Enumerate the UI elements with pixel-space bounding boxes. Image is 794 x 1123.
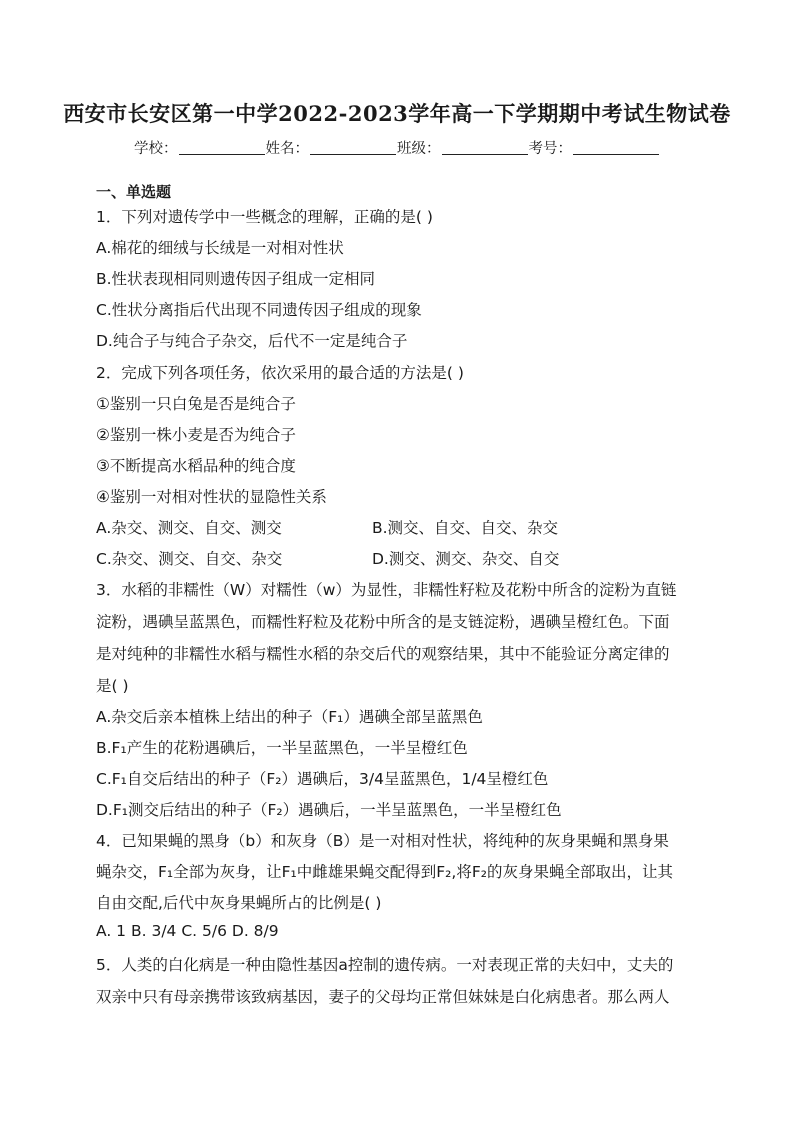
q1-option-b: B.性状表现相同则遗传因子组成一定相同 — [96, 270, 376, 288]
q4-options: A. 1 B. 3/4 C. 5/6 D. 8/9 — [96, 922, 279, 940]
q4-stem-line-2: 蝇杂交，F₁全部为灰身，让F₁中雌雄果蝇交配得到F₂,将F₂的灰身果蝇全部取出，让其 — [96, 863, 673, 881]
q3-option-b: B.F₁产生的花粉遇碘后，一半呈蓝黑色，一半呈橙红色 — [96, 739, 468, 757]
q3-option-a: A.杂交后亲本植株上结出的种子（F₁）遇碘全部呈蓝黑色 — [96, 708, 483, 726]
q2-item-1: ①鉴别一只白兔是否是纯合子 — [96, 395, 296, 413]
section-heading: 一、单选题 — [96, 183, 172, 201]
q2-stem: 2．完成下列各项任务，依次采用的最合适的方法是( ) — [96, 364, 464, 382]
q2-item-4: ④鉴别一对相对性状的显隐性关系 — [96, 488, 327, 506]
q1-option-d: D.纯合子与纯合子杂交，后代不一定是纯合子 — [96, 332, 408, 350]
name-label: 姓名： — [265, 141, 309, 157]
q5-stem-line-1: 5．人类的白化病是一种由隐性基因a控制的遗传病。一对表现正常的夫妇中，丈夫的 — [96, 956, 674, 974]
q2-option-c: C.杂交、测交、自交、杂交 — [96, 550, 283, 568]
q5-stem-line-2: 双亲中只有母亲携带该致病基因，妻子的父母均正常但妹妹是白化病患者。那么两人 — [96, 988, 670, 1006]
q4-stem-line-1: 4．已知果蝇的黑身（b）和灰身（B）是一对相对性状，将纯种的灰身果蝇和黑身果 — [96, 832, 669, 850]
q3-stem-line-4: 是( ) — [96, 677, 129, 695]
q1-option-a: A.棉花的细绒与长绒是一对相对性状 — [96, 239, 344, 257]
q2-item-3: ③不断提高水稻品种的纯合度 — [96, 457, 296, 475]
q4-stem-line-3: 自由交配,后代中灰身果蝇所占的比例是( ) — [96, 894, 382, 912]
q3-option-d: D.F₁测交后结出的种子（F₂）遇碘后，一半呈蓝黑色，一半呈橙红色 — [96, 801, 562, 819]
q2-item-2: ②鉴别一株小麦是否为纯合子 — [96, 426, 296, 444]
class-blank[interactable] — [442, 140, 528, 155]
q3-stem-line-3: 是对纯种的非糯性水稻与糯性水稻的杂交后代的观察结果，其中不能验证分离定律的 — [96, 645, 670, 663]
exam-title: 西安市长安区第一中学2022-2023学年高一下学期期中考试生物试卷 — [63, 101, 731, 126]
q2-option-a: A.杂交、测交、自交、测交 — [96, 519, 282, 537]
q1-option-c: C.性状分离指后代出现不同遗传因子组成的现象 — [96, 301, 422, 319]
class-label: 班级： — [397, 141, 441, 157]
q3-stem-line-1: 3．水稻的非糯性（W）对糯性（w）为显性，非糯性籽粒及花粉中所含的淀粉为直链 — [96, 581, 677, 599]
q2-option-b: B.测交、自交、自交、杂交 — [372, 519, 559, 537]
name-blank[interactable] — [310, 140, 396, 155]
q1-stem: 1．下列对遗传学中一些概念的理解，正确的是( ) — [96, 208, 433, 226]
school-blank[interactable] — [179, 140, 265, 155]
number-label: 考号： — [528, 141, 572, 157]
q3-stem-line-2: 淀粉，遇碘呈蓝黑色，而糯性籽粒及花粉中所含的是支链淀粉，遇碘呈橙红色。下面 — [96, 613, 670, 631]
number-blank[interactable] — [573, 140, 659, 155]
student-info-line — [0, 137, 794, 158]
q3-option-c: C.F₁自交后结出的种子（F₂）遇碘后，3/4呈蓝黑色，1/4呈橙红色 — [96, 770, 549, 788]
q2-option-d: D.测交、测交、杂交、自交 — [372, 550, 560, 568]
school-label: 学校： — [134, 141, 178, 157]
